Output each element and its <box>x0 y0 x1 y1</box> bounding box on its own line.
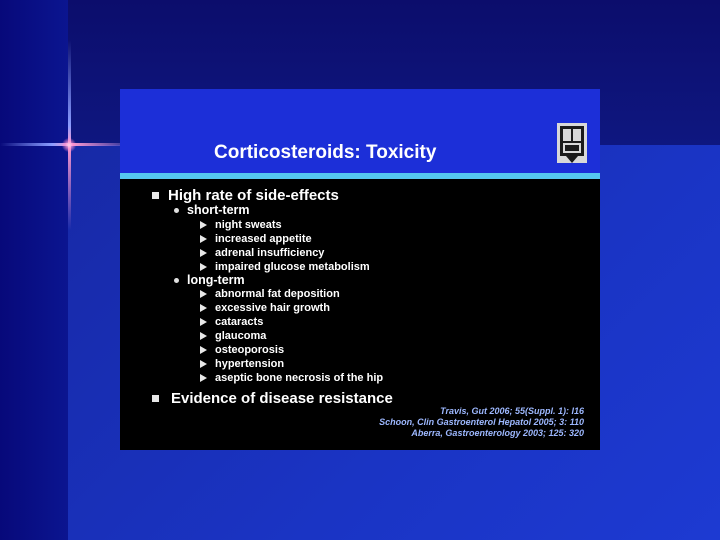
arrow-bullet-icon <box>200 290 207 298</box>
lens-flare-vertical <box>68 40 71 230</box>
item-text: adrenal insufficiency <box>215 247 325 259</box>
bullet-text: Evidence of disease resistance <box>171 390 393 407</box>
square-bullet-icon <box>152 192 159 199</box>
bullet-row <box>152 187 339 204</box>
square-bullet-icon <box>152 395 159 402</box>
sub-bullet-text: long-term <box>187 273 245 287</box>
arrow-bullet-icon <box>200 249 207 257</box>
arrow-bullet-icon <box>200 263 207 271</box>
item-row <box>200 288 340 300</box>
reference-line: Schoon, Clin Gastroenterol Hepatol 2005; 3: 110 <box>379 417 584 427</box>
item-text: abnormal fat deposition <box>215 288 340 300</box>
background-left-panel <box>0 0 68 540</box>
item-row <box>200 233 312 245</box>
item-row <box>200 302 330 314</box>
slide-image <box>120 89 600 450</box>
sub-bullet-text: short-term <box>187 203 250 217</box>
slide-content <box>120 89 600 450</box>
item-text: glaucoma <box>215 330 267 342</box>
round-bullet-icon <box>174 208 179 213</box>
arrow-bullet-icon <box>200 374 207 382</box>
sub-bullet-row <box>174 203 250 217</box>
reference-line: Travis, Gut 2006; 55(Suppl. 1): I16 <box>440 406 584 416</box>
arrow-bullet-icon <box>200 235 207 243</box>
item-row <box>200 372 383 384</box>
round-bullet-icon <box>174 278 179 283</box>
item-text: osteoporosis <box>215 344 285 356</box>
arrow-bullet-icon <box>200 221 207 229</box>
slide-title: Corticosteroids: Toxicity <box>214 142 437 163</box>
item-row <box>200 330 266 342</box>
arrow-bullet-icon <box>200 318 207 326</box>
item-text: impaired glucose metabolism <box>215 261 370 273</box>
item-row <box>200 247 324 259</box>
item-text: night sweats <box>215 219 282 231</box>
item-text: cataracts <box>215 316 264 328</box>
bullet-row <box>152 390 393 407</box>
reference-line: Aberra, Gastroenterology 2003; 125: 320 <box>411 428 584 438</box>
arrow-bullet-icon <box>200 332 207 340</box>
arrow-bullet-icon <box>200 304 207 312</box>
lens-flare-center <box>62 138 76 152</box>
item-row <box>200 358 284 370</box>
sub-bullet-row <box>174 273 245 287</box>
item-row <box>200 219 282 231</box>
bullet-text: High rate of side-effects <box>168 187 339 204</box>
references <box>379 406 584 439</box>
item-row <box>200 344 284 356</box>
item-text: hypertension <box>215 358 285 370</box>
arrow-bullet-icon <box>200 346 207 354</box>
item-row <box>200 316 263 328</box>
item-text: increased appetite <box>215 233 312 245</box>
arrow-bullet-icon <box>200 360 207 368</box>
item-text: excessive hair growth <box>215 302 330 314</box>
item-text: aseptic bone necrosis of the hip <box>215 372 384 384</box>
item-row <box>200 261 370 273</box>
